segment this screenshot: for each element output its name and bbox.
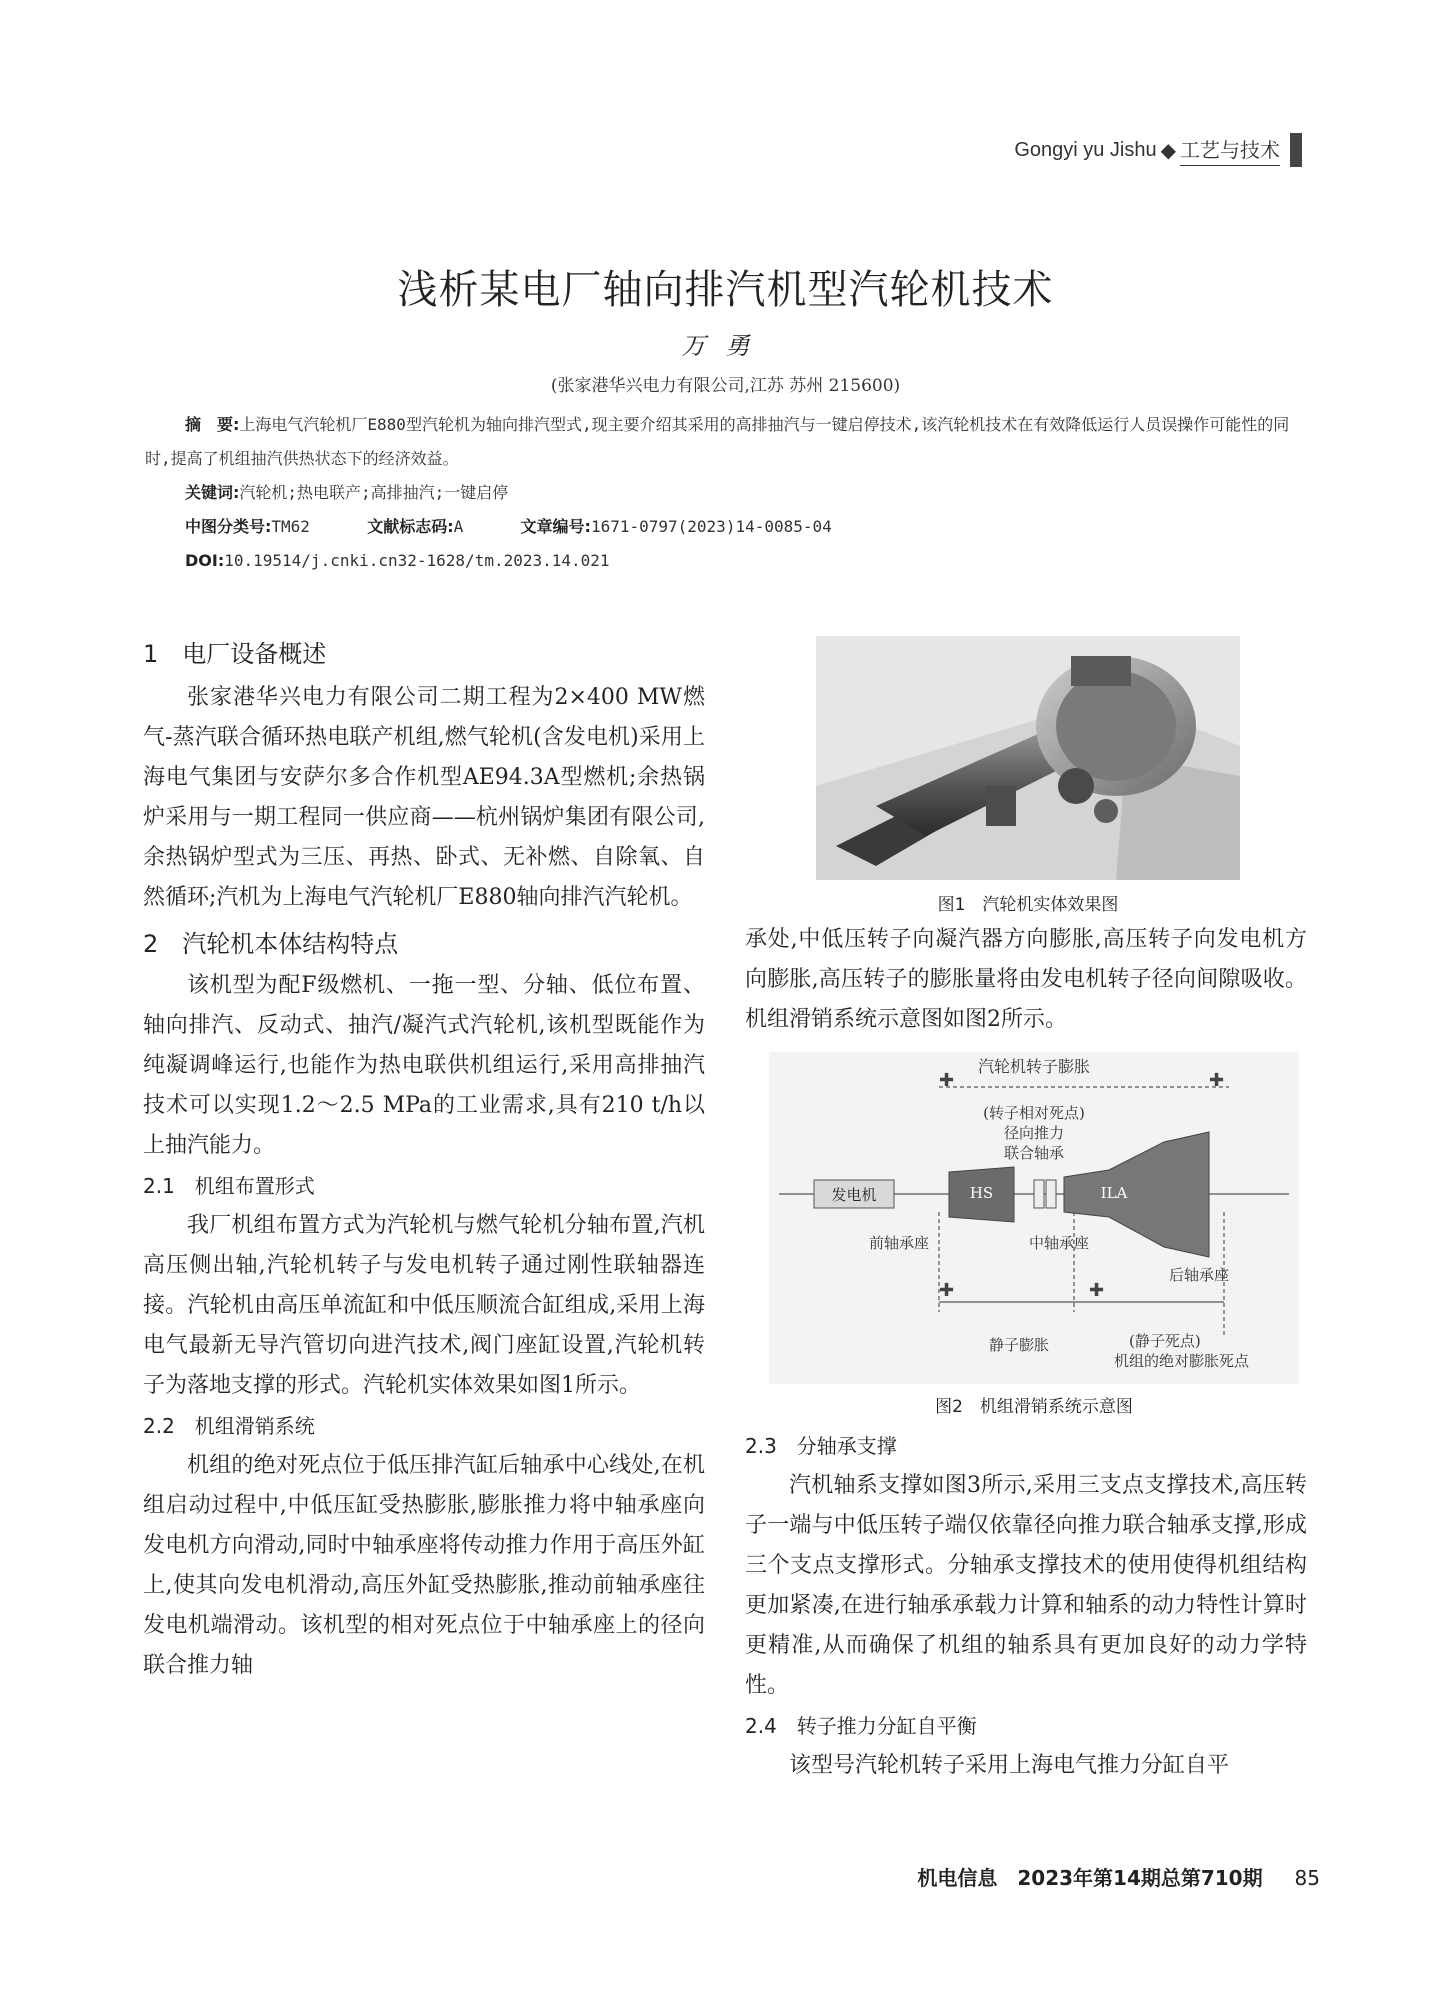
page-number: 85 xyxy=(1294,1866,1320,1890)
left-column xyxy=(143,630,705,1686)
section-1-paragraph: 张家港华兴电力有限公司二期工程为2×400 MW燃气-蒸汽联合循环热电联产机组,燃气轮机(含发电机)采用上海电气集团与安萨尔多合作机型AE94.3A型燃机;余热锅炉采用与一期工程同一供应商——杭州锅炉集团有限公司,余热锅炉型式为三压、再热、卧式、无补燃、自除氧、自然循环;汽机为上海电气汽轮机厂E880轴向排汽汽轮机。 xyxy=(143,685,705,910)
article-no-label: 文章编号: xyxy=(520,517,591,536)
label-rear-bearing: 后轴承座 xyxy=(1169,1266,1230,1284)
section-2-paragraph: 该机型为配F级燃机、一拖一型、分轴、低位布置、轴向排汽、反动式、抽汽/凝汽式汽轮机,该机型既能作为纯凝调峰运行,也能作为热电联供机组运行,采用高排抽汽技术可以实现1.2～2.5 MPa的工业需求,具有210 t/h以上抽汽能力。 xyxy=(143,973,705,1158)
section-2-2-paragraph: 机组的绝对死点位于低压排汽缸后轴承中心线处,在机组启动过程中,中低压缸受热膨胀,膨胀推力将中轴承座向发电机方向滑动,同时中轴承座将传动推力作用于高压外缸上,使其向发电机滑动,高压外缸受热膨胀,推动前轴承座往发电机端滑动。该机型的相对死点位于中轴承座上的径向联合推力轴 xyxy=(143,1453,705,1678)
section-2-2-heading: 2.2 机组滑销系统 xyxy=(143,1414,315,1438)
section-2-1-heading: 2.1 机组布置形式 xyxy=(143,1174,315,1198)
label-stator-expansion: 静子膨胀 xyxy=(989,1336,1050,1354)
article-author: 万勇 xyxy=(681,332,770,360)
label-radial-thrust: 径向推力 xyxy=(1003,1124,1064,1142)
keywords-label: 关键词: xyxy=(185,483,240,502)
right-column-bottom xyxy=(745,1426,1307,1786)
turbine-render-icon xyxy=(816,636,1240,880)
article-title: 浅析某电厂轴向排汽机型汽轮机技术 xyxy=(397,267,1054,313)
keywords-text: 汽轮机;热电联产;高排抽汽;一键启停 xyxy=(239,483,509,502)
header-section: 工艺与技术 xyxy=(1180,134,1280,166)
section-2-3-heading: 2.3 分轴承支撑 xyxy=(745,1434,897,1458)
section-2-4-paragraph: 该型号汽轮机转子采用上海电气推力分缸自平 xyxy=(789,1753,1230,1778)
plus-icon: ✚ xyxy=(939,1070,955,1091)
abstract-text: 上海电气汽轮机厂E880型汽轮机为轴向排汽型式,现主要介绍其采用的高排抽汽与一键启停技术,该汽轮机技术在有效降低运行人员误操作可能性的同时,提高了机组抽汽供热状态下的经济效益。 xyxy=(145,415,1290,468)
abstract-block xyxy=(145,408,1310,578)
page-footer xyxy=(917,1862,1320,1891)
label-middle-bearing: 中轴承座 xyxy=(1029,1234,1090,1252)
footer-journal: 机电信息 2023年第14期总第710期 xyxy=(917,1866,1263,1890)
label-hs: HS xyxy=(969,1184,994,1202)
section-2-1-paragraph: 我厂机组布置方式为汽轮机与燃气轮机分轴布置,汽机高压侧出轴,汽轮机转子与发电机转子通过刚性联轴器连接。汽轮机由高压单流缸和中低压顺流合缸组成,采用上海电气最新无导汽管切向进汽技术,阀门座缸设置,汽轮机转子为落地支撑的形式。汽轮机实体效果如图1所示。 xyxy=(143,1213,705,1398)
plus-icon: ✚ xyxy=(1209,1070,1225,1091)
diamond-icon: ◆ xyxy=(1160,139,1176,162)
running-header xyxy=(1014,133,1302,167)
figure-1-turbine-image xyxy=(816,636,1240,880)
doi-label: DOI: xyxy=(185,551,225,570)
clc-label: 中图分类号: xyxy=(185,517,272,536)
figure-2-caption: 图2 机组滑销系统示意图 xyxy=(935,1397,1133,1417)
doi-value: 10.19514/j.cnki.cn32-1628/tm.2023.14.021 xyxy=(224,551,610,570)
label-ila: ILA xyxy=(1100,1184,1128,1202)
section-2-4-heading: 2.4 转子推力分缸自平衡 xyxy=(745,1714,977,1738)
section-1-heading: 1 电厂设备概述 xyxy=(143,640,327,668)
label-rotor-expansion: 汽轮机转子膨胀 xyxy=(977,1057,1090,1076)
label-absolute-dead-point: 机组的绝对膨胀死点 xyxy=(1114,1352,1250,1370)
plus-icon: ✚ xyxy=(1089,1280,1105,1301)
article-affiliation: (张家港华兴电力有限公司,江苏 苏州 215600) xyxy=(550,376,901,396)
clc-value: TM62 xyxy=(271,517,310,536)
doc-code-label: 文献标志码: xyxy=(367,517,454,536)
label-stator-dead-point: (静子死点) xyxy=(1129,1332,1201,1350)
header-pinyin: Gongyi yu Jishu xyxy=(1014,138,1157,161)
label-combined-bearing: 联合轴承 xyxy=(1003,1144,1064,1162)
right-column-top xyxy=(745,920,1307,1040)
figure-1-caption: 图1 汽轮机实体效果图 xyxy=(937,895,1119,915)
section-2-heading: 2 汽轮机本体结构特点 xyxy=(143,930,399,958)
figure-2-diagram xyxy=(769,1052,1299,1384)
plus-icon: ✚ xyxy=(939,1280,955,1301)
label-generator: 发电机 xyxy=(831,1186,877,1204)
abstract-label: 摘 要: xyxy=(185,415,240,434)
section-2-3-paragraph: 汽机轴系支撑如图3所示,采用三支点支撑技术,高压转子一端与中低压转子端仅依靠径向推力联合轴承支撑,形成三个支点支撑形式。分轴承支撑技术的使用使得机组结构更加紧凑,在进行轴承承载力计算和轴系的动力特性计算时更精准,从而确保了机组的轴系具有更加良好的动力学特性。 xyxy=(745,1473,1307,1698)
label-front-bearing: 前轴承座 xyxy=(869,1234,930,1252)
article-no-value: 1671-0797(2023)14-0085-04 xyxy=(590,517,832,536)
label-relative-dead-point: (转子相对死点) xyxy=(983,1104,1085,1122)
doc-code-value: A xyxy=(453,517,464,536)
header-bar-icon xyxy=(1290,133,1302,167)
continued-paragraph: 承处,中低压转子向凝汽器方向膨胀,高压转子向发电机方向膨胀,高压转子的膨胀量将由发电机转子径向间隙吸收。机组滑销系统示意图如图2所示。 xyxy=(745,927,1307,1032)
